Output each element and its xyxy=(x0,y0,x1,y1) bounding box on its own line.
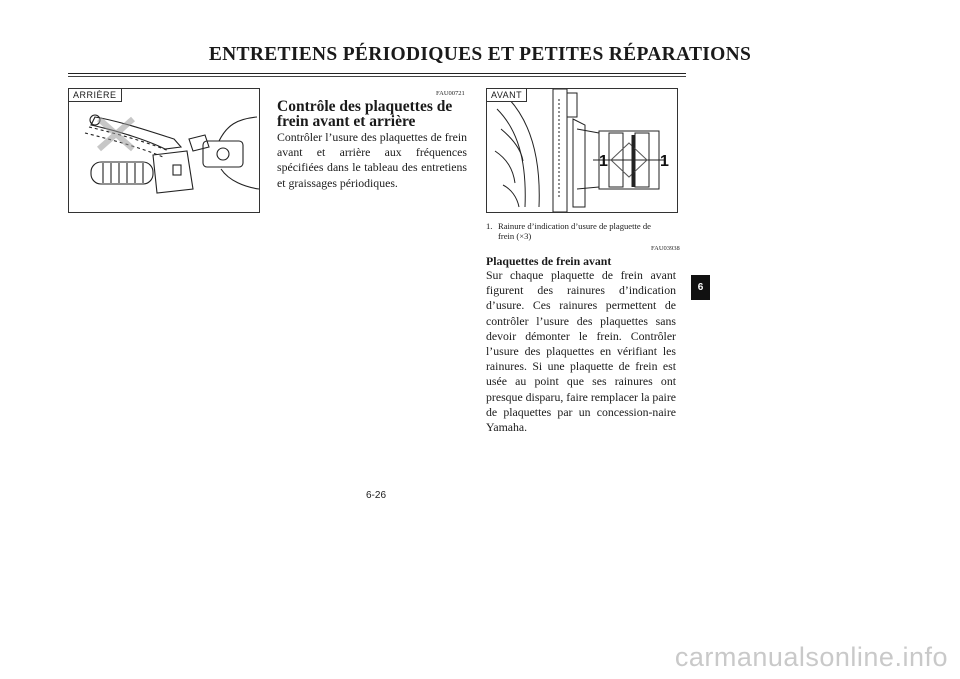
page-number: 6-26 xyxy=(366,490,387,501)
callout-1-right: 1 xyxy=(660,153,669,170)
figure-label-rear: ARRIÈRE xyxy=(69,89,122,102)
figure-label-front: AVANT xyxy=(487,89,527,102)
section2-body: Sur chaque plaquette de frein avant figurent des rainures d’indication d’usure. Ces rainures permettent de contrôler l’usure des plaquettes sans devoir démonter le frein. Contrôler l’usure des plaquettes en vérifiant les rainures. Si une plaquette de frein est usée au point que ses rainures ont presque disparu, faire remplacer la paire de plaquettes par un concession-naire Yamaha. xyxy=(486,268,676,435)
header-rule xyxy=(68,73,686,74)
rear-lever-figure xyxy=(68,88,260,213)
caption-line2: frein (×3) xyxy=(498,231,532,241)
section1-heading-line2: frein avant et arrière xyxy=(277,113,416,130)
chapter-tab: 6 xyxy=(691,275,710,300)
section1-heading-line1: Contrôle des plaquettes de xyxy=(277,98,453,115)
section1-body: Contrôler l’usure des plaquettes de frein avant et arrière aux fréquences spécifiées dans le tableau des entretiens et graissages périodiques. xyxy=(277,130,467,190)
header-rule-thin xyxy=(68,76,686,77)
caption-line1: Rainure d’indication d’usure de plaguette de xyxy=(498,221,651,231)
front-brake-pad-illustration xyxy=(487,89,677,212)
caption-number: 1. xyxy=(486,221,493,231)
figure-caption xyxy=(486,221,686,241)
front-pad-figure xyxy=(486,88,678,213)
callout-1-left: 1 xyxy=(599,153,608,170)
rear-brake-lever-illustration xyxy=(69,89,259,212)
section2-code: FAU03938 xyxy=(651,245,680,252)
watermark: carmanualsonline.info xyxy=(674,642,948,672)
section2-heading: Plaquettes de frein avant xyxy=(486,254,612,268)
page-header-title: ENTRETIENS PÉRIODIQUES ET PETITES RÉPARATIONS xyxy=(208,44,752,65)
section1-code: FAU00721 xyxy=(436,90,465,97)
